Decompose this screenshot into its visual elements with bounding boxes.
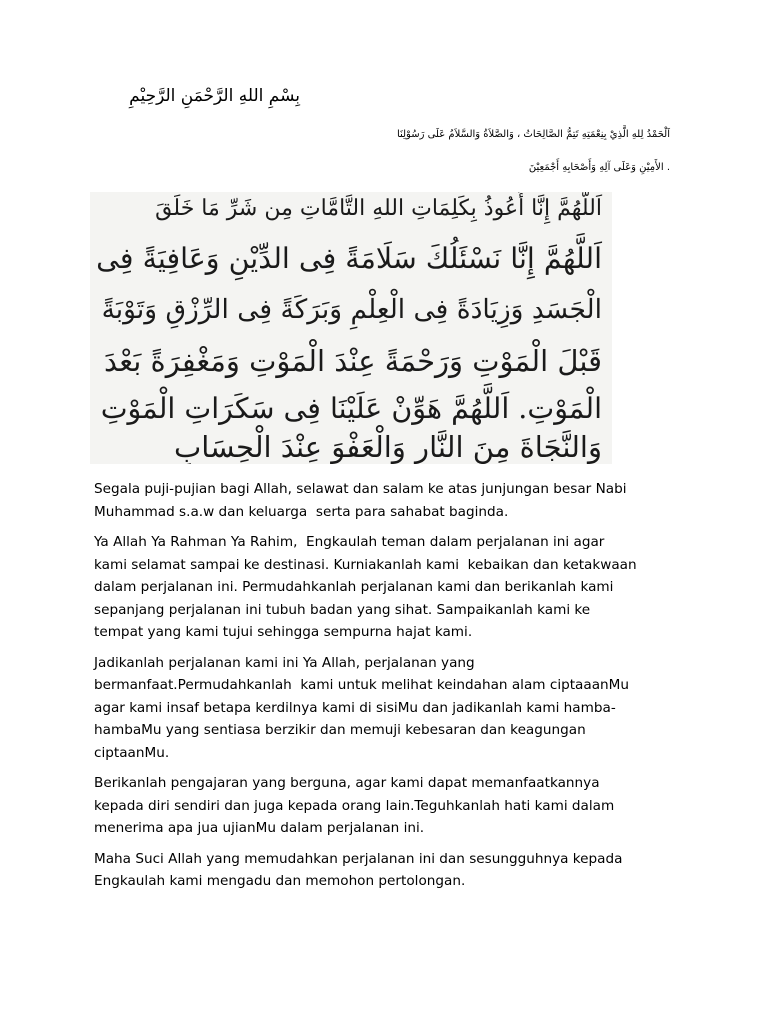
paragraph-line: agar kami insaf betapa kerdilnya kami di sisiMu dan jadikanlah kami hamba-: [94, 699, 616, 716]
prayer-line-6: وَالنَّجَاةَ مِنَ النَّارِ وَالْعَفْوَ عِنْدَ الْحِسَابِ: [173, 430, 602, 464]
prayer-line-3: الْجَسَدِ وَزِيَادَةً فِى الْعِلْمِ وَبَرَكَةً فِى الرِّزْقِ وَتَوْبَةً: [101, 294, 602, 325]
prayer-line-4: قَبْلَ الْمَوْتِ وَرَحْمَةً عِنْدَ الْمَوْتِ وَمَغْفِرَةً بَعْدَ: [104, 344, 602, 378]
paragraph-line: ciptaanMu.: [94, 744, 170, 761]
translation-paragraph-1: [94, 478, 684, 523]
paragraph-line: Engkaulah kami mengadu dan memohon pertolongan.: [94, 873, 466, 889]
paragraph-line: kami selamat sampai ke destinasi. Kurniakanlah kami kebaikan dan ketakwaan: [94, 556, 637, 573]
paragraph-line: hambaMu yang sentiasa berzikir dan memuji kebesaran dan keagungan: [94, 722, 586, 738]
opening-line-1: اَلْحَمْدُ لِلهِ الَّذِيْ بِنِعْمَتِهِ تَتِمُّ الصَّالِحَاتُ ، وَالصَّلاَةُ وَالسَّلاَمُ عَلَى رَسُوْلِنَا: [396, 129, 670, 140]
basmala-heading: بِسْمِ اللهِ الرَّحْمَنِ الرَّحِيْمِ: [129, 86, 300, 106]
prayer-line-5: الْمَوْتِ. اَللَّهُمَّ هَوِّنْ عَلَيْنَا فِى سَكَرَاتِ الْمَوْتِ: [100, 392, 602, 425]
paragraph-line: Jadikanlah perjalanan kami ini Ya Allah, perjalanan yang: [94, 654, 475, 671]
paragraph-line: Berikanlah pengajaran yang berguna, agar kami dapat memanfaatkannya: [94, 775, 600, 791]
paragraph-line: sepanjang perjalanan ini tubuh badan yang sihat. Sampaikanlah kami ke: [94, 601, 591, 618]
paragraph-line: bermanfaat.Permudahkanlah kami untuk melihat keindahan alam ciptaaanMu: [94, 677, 630, 693]
opening-praise: [90, 118, 670, 184]
translation-paragraph-5: [94, 848, 684, 893]
malay-translation: [94, 478, 684, 901]
paragraph-line: kepada diri sendiri dan juga kepada orang lain.Teguhkanlah hati kami dalam: [94, 797, 615, 814]
paragraph-line: Ya Allah Ya Rahman Ya Rahim, Engkaulah teman dalam perjalanan ini agar: [94, 534, 605, 550]
paragraph-line: Muhammad s.a.w dan keluarga serta para sahabat baginda.: [94, 503, 509, 520]
opening-line-2: . الأَمِيْنِ وَعَلَى آلِهِ وَأَصْحَابِهِ أَجْمَعِيْنَ: [528, 162, 670, 173]
paragraph-line: dalam perjalanan ini. Permudahkanlah perjalanan kami dan berikanlah kami: [94, 579, 614, 595]
prayer-line-1: اَللَّهُمَّ إِنَّا أَعُوذُ بِكَلِمَاتِ اللهِ التَّامَّاتِ مِن شَرِّ مَا خَلَقَ: [155, 196, 602, 221]
paragraph-line: tempat yang kami tujui sehingga sempurna hajat kami.: [94, 624, 473, 640]
translation-paragraph-4: [94, 772, 684, 840]
paragraph-line: Segala puji-pujian bagi Allah, selawat dan salam ke atas junjungan besar Nabi: [94, 481, 627, 497]
prayer-image: [90, 192, 612, 464]
translation-paragraph-2: [94, 531, 684, 644]
paragraph-line: Maha Suci Allah yang memudahkan perjalanan ini dan sesungguhnya kepada: [94, 850, 623, 867]
prayer-line-2: اَللَّهُمَّ إِنَّا نَسْئَلُكَ سَلَامَةً فِى الدِّيْنِ وَعَافِيَةً فِى: [96, 242, 602, 275]
paragraph-line: menerima apa jua ujianMu dalam perjalanan ini.: [94, 820, 425, 836]
translation-paragraph-3: [94, 652, 684, 765]
